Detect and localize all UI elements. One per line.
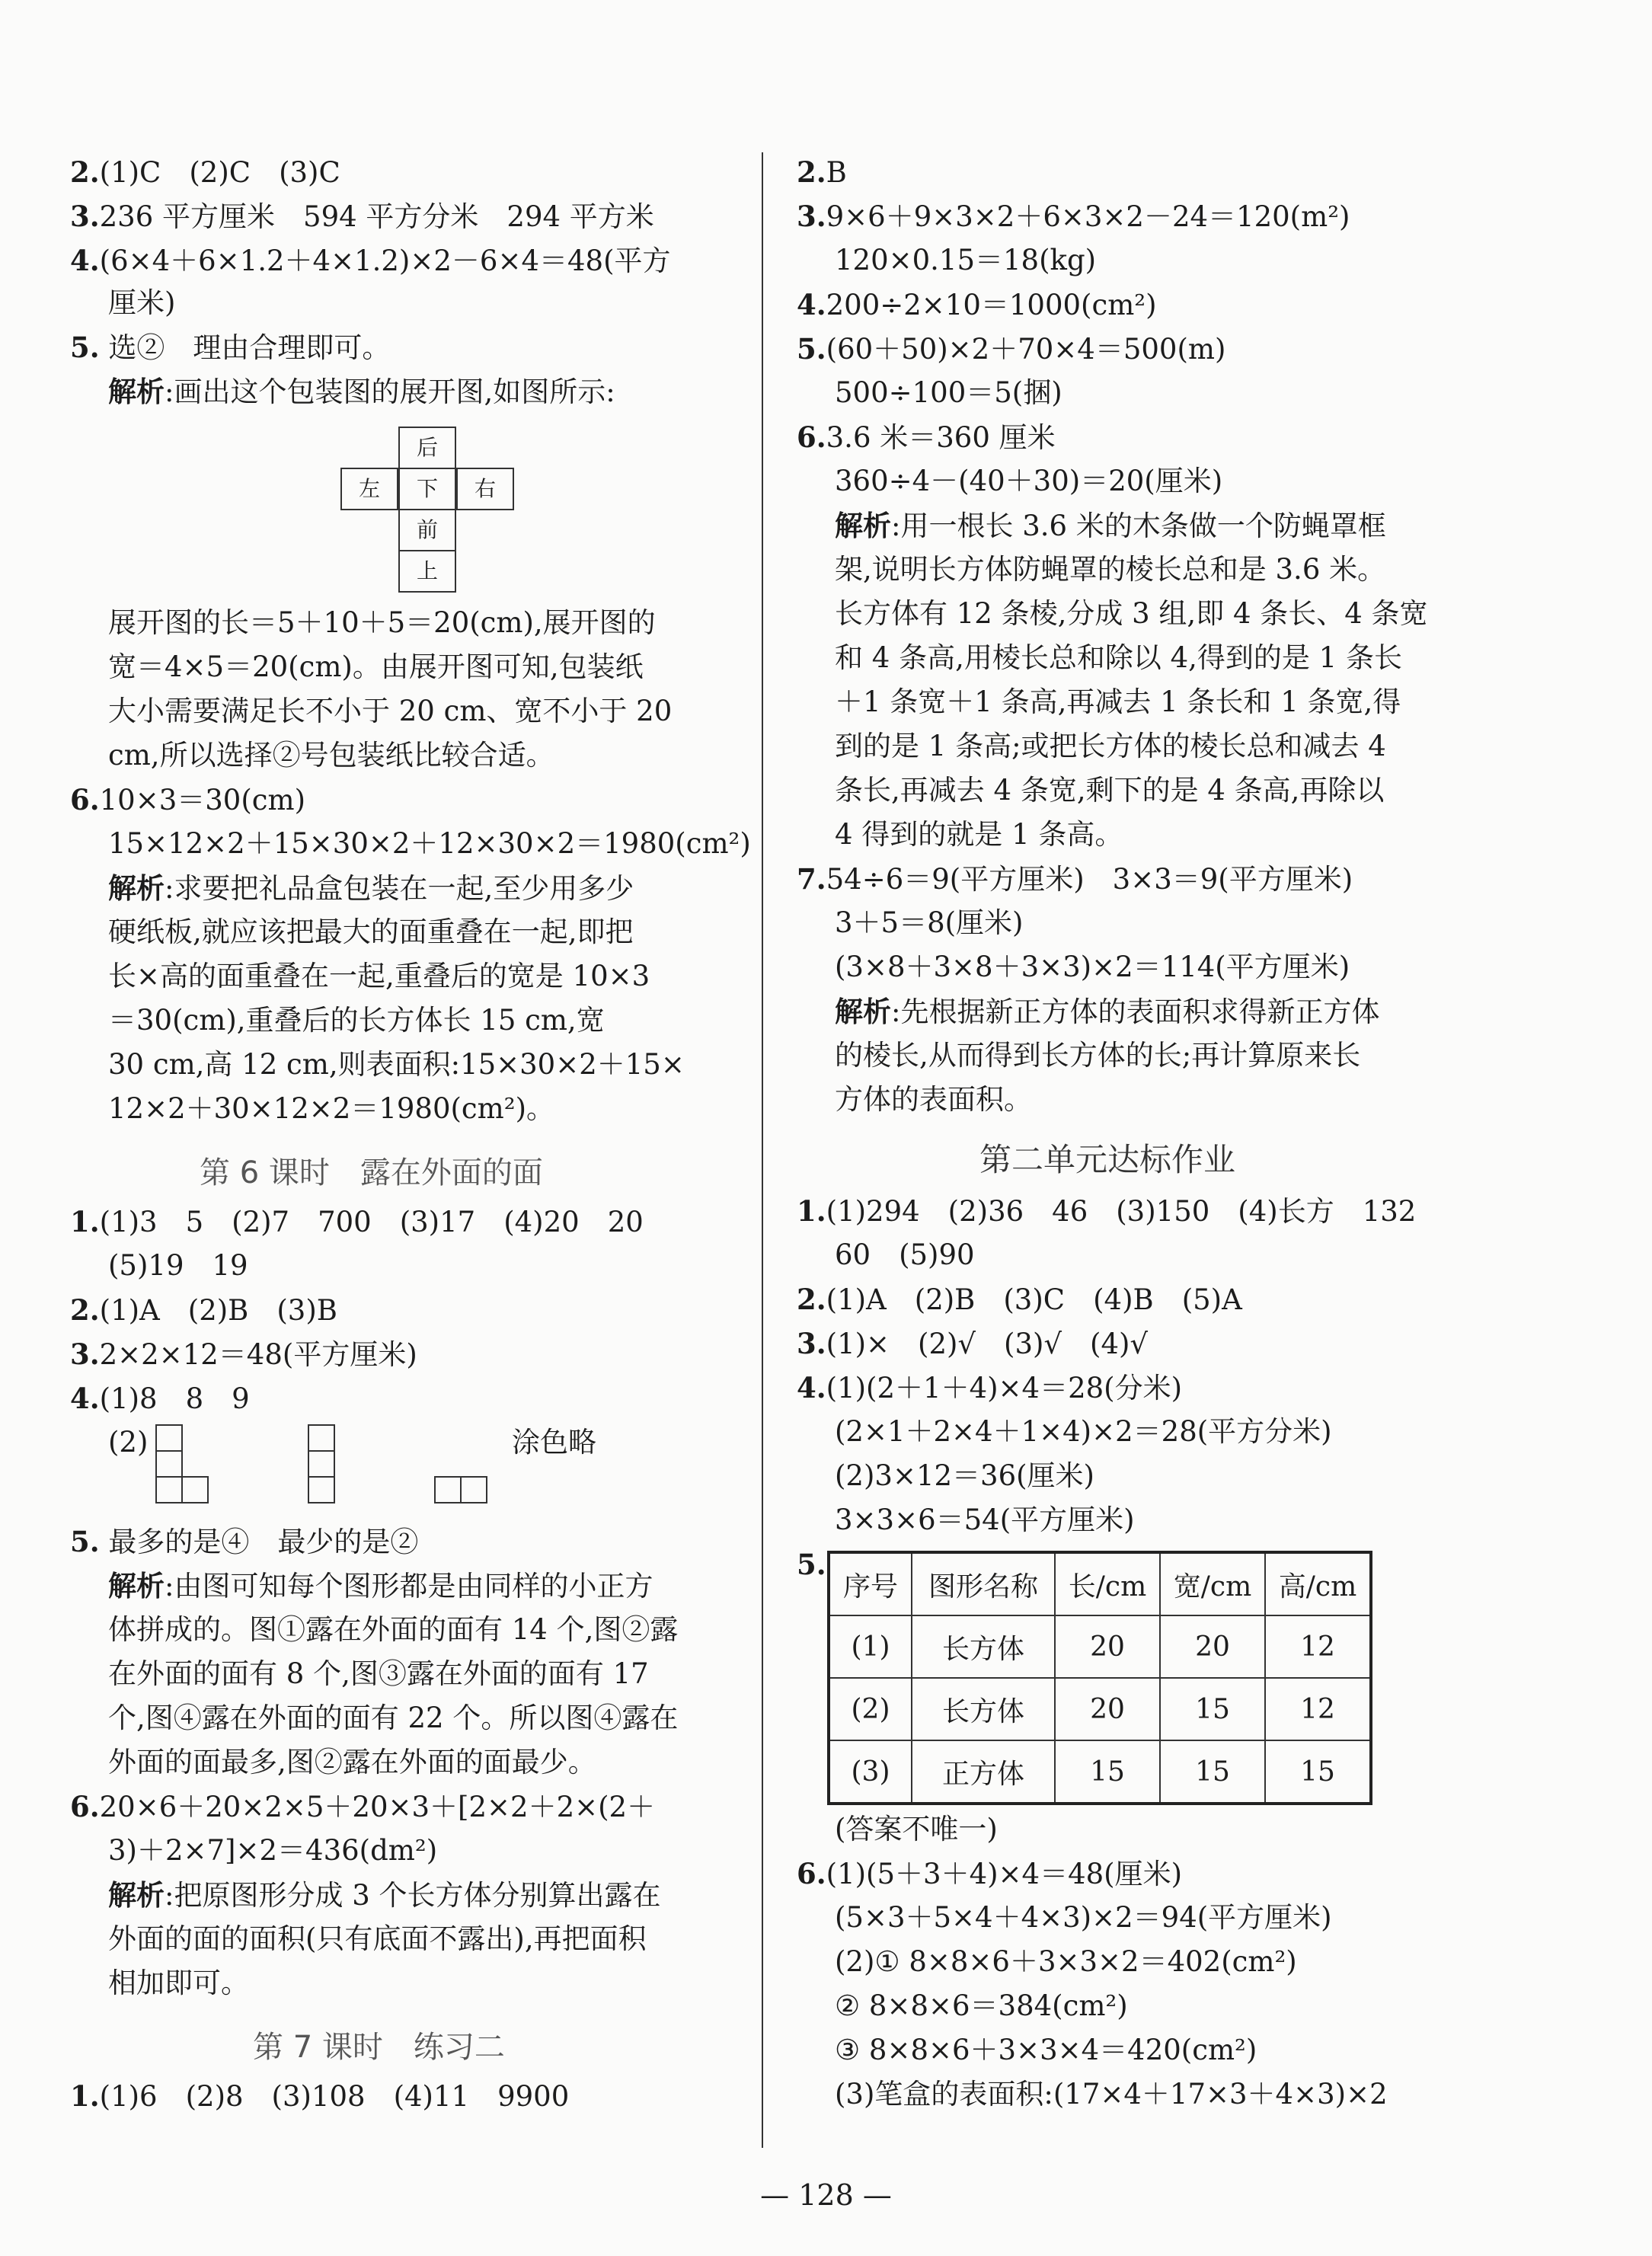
answer-6-cont: 15×12×2＋15×30×2＋12×30×2＝1980(cm²) bbox=[108, 827, 751, 860]
net-face-left: 左 bbox=[340, 468, 398, 510]
section-heading-lesson-6: 第 6 课时 露在外面的面 bbox=[200, 1155, 543, 1190]
unit-answer-6: 6.(1)(5＋3＋4)×4＝48(厘米) bbox=[797, 1857, 1183, 1890]
r-answer-7-cont: (3×8＋3×8＋3×3)×2＝114(平方厘米) bbox=[835, 951, 1350, 983]
lesson6-analysis-5-line: 外面的面最多,图②露在外面的面最少。 bbox=[108, 1746, 596, 1778]
lesson6-answer-4: 4.(1)8 8 9 bbox=[70, 1382, 250, 1415]
table-header: 长/cm bbox=[1055, 1552, 1160, 1615]
unit-answer-2: 2.(1)A (2)B (3)C (4)B (5)A bbox=[797, 1283, 1242, 1316]
table-cell: 20 bbox=[1055, 1678, 1160, 1740]
coloring-note: 涂色略 bbox=[512, 1426, 596, 1459]
unit-answer-6-cont: ② 8×8×6＝384(cm²) bbox=[835, 1989, 1128, 2022]
r-answer-5-cont: 500÷100＝5(捆) bbox=[835, 376, 1062, 409]
unit-answer-4-cont: 3×3×6＝54(平方厘米) bbox=[835, 1503, 1135, 1536]
r-answer-7-cont: 3＋5＝8(厘米) bbox=[835, 906, 1024, 939]
lesson6-analysis-5-line: 在外面的面有 8 个,图③露在外面的面有 17 bbox=[108, 1657, 649, 1690]
net-face-front: 前 bbox=[398, 509, 456, 551]
r-answer-6-cont: 360÷4－(40＋30)＝20(厘米) bbox=[835, 465, 1223, 497]
r-answer-6: 6.3.6 米＝360 厘米 bbox=[797, 420, 1056, 454]
table-cell: 15 bbox=[1160, 1678, 1265, 1740]
table-cell: 15 bbox=[1265, 1740, 1371, 1804]
lesson6-answer-6: 6.20×6＋20×2×5＋20×3＋[2×2＋2×(2＋ bbox=[70, 1790, 656, 1823]
section-heading-lesson-7: 第 7 课时 练习二 bbox=[253, 2030, 505, 2065]
r-answer-4: 4.200÷2×10＝1000(cm²) bbox=[797, 288, 1157, 321]
answer-5: 5. 选② 理由合理即可。 bbox=[70, 331, 391, 364]
analysis-6-line: 长×高的面重叠在一起,重叠后的宽是 10×3 bbox=[108, 960, 650, 992]
lesson6-analysis-6-line: 相加即可。 bbox=[108, 1967, 249, 1999]
table-cell: 12 bbox=[1265, 1615, 1371, 1678]
lesson6-answer-6-cont: 3)＋2×7]×2＝436(dm²) bbox=[108, 1834, 438, 1867]
table-row bbox=[829, 1678, 1371, 1740]
r-analysis-6-line: 4 得到的就是 1 条高。 bbox=[835, 818, 1123, 851]
table-cell: (3) bbox=[829, 1740, 912, 1804]
table-cell: 15 bbox=[1055, 1740, 1160, 1804]
unit-answer-6-cont: (5×3＋5×4＋4×3)×2＝94(平方厘米) bbox=[835, 1901, 1332, 1934]
table-cell: 正方体 bbox=[912, 1740, 1055, 1804]
r-answer-5: 5.(60＋50)×2＋70×4＝500(m) bbox=[797, 332, 1226, 366]
analysis-6-line: 硬纸板,就应该把最大的面重叠在一起,即把 bbox=[108, 916, 634, 948]
table-header: 序号 bbox=[829, 1552, 912, 1615]
section-heading-unit-2: 第二单元达标作业 bbox=[979, 1141, 1236, 1178]
r-answer-3-cont: 120×0.15＝18(kg) bbox=[835, 244, 1097, 276]
r-analysis-6-line: 架,说明长方体防蝇罩的棱长总和是 3.6 米。 bbox=[835, 553, 1386, 586]
analysis-6-line: 30 cm,高 12 cm,则表面积:15×30×2＋15× bbox=[108, 1048, 685, 1081]
table-cell: 15 bbox=[1160, 1740, 1265, 1804]
table-row bbox=[829, 1740, 1371, 1804]
analysis-6: 解析:求要把礼品盒包装在一起,至少用多少 bbox=[108, 871, 634, 905]
table-cell: 12 bbox=[1265, 1678, 1371, 1740]
unit-answer-6-cont: (2)① 8×8×6＋3×3×2＝402(cm²) bbox=[835, 1945, 1297, 1978]
answer-4: 4.(6×4＋6×1.2＋4×1.2)×2－6×4＝48(平方 bbox=[70, 244, 671, 277]
unit-answer-4-cont: (2)3×12＝36(厘米) bbox=[835, 1459, 1094, 1492]
lesson6-answer-1: 1.(1)3 5 (2)7 700 (3)17 (4)20 20 bbox=[70, 1205, 644, 1238]
analysis-5-line: 宽＝4×5＝20(cm)。由展开图可知,包装纸 bbox=[108, 650, 644, 683]
unit-answer-4: 4.(1)(2＋1＋4)×4＝28(分米) bbox=[797, 1371, 1183, 1404]
lesson7-answer-1: 1.(1)6 (2)8 (3)108 (4)11 9900 bbox=[70, 2079, 570, 2113]
table-cell: (2) bbox=[829, 1678, 912, 1740]
unit-answer-1: 1.(1)294 (2)36 46 (3)150 (4)长方 132 bbox=[797, 1194, 1417, 1228]
table-cell: 20 bbox=[1160, 1615, 1265, 1678]
unit-answer-3: 3.(1)× (2)√ (3)√ (4)√ bbox=[797, 1327, 1149, 1360]
lesson6-analysis-5-line: 个,图④露在外面的面有 22 个。所以图④露在 bbox=[108, 1702, 679, 1734]
table-header: 宽/cm bbox=[1160, 1552, 1265, 1615]
table-header: 图形名称 bbox=[912, 1552, 1055, 1615]
answer-3: 3.236 平方厘米 594 平方分米 294 平方米 bbox=[70, 200, 654, 233]
lesson6-analysis-5-line: 体拼成的。图①露在外面的面有 14 个,图②露 bbox=[108, 1613, 679, 1646]
table-cell: 长方体 bbox=[912, 1678, 1055, 1740]
r-analysis-6: 解析:用一根长 3.6 米的木条做一个防蝇罩框 bbox=[835, 509, 1386, 542]
r-analysis-6-line: 条长,再减去 4 条宽,剩下的是 4 条高,再除以 bbox=[835, 774, 1385, 807]
answer-4-cont: 厘米) bbox=[108, 286, 176, 319]
net-face-top: 上 bbox=[398, 550, 456, 593]
r-analysis-6-line: 长方体有 12 条棱,分成 3 组,即 4 条长、4 条宽 bbox=[835, 597, 1428, 630]
lesson6-answer-5: 5. 最多的是④ 最少的是② bbox=[70, 1525, 419, 1558]
lesson6-answer-3: 3.2×2×12＝48(平方厘米) bbox=[70, 1337, 417, 1371]
net-face-back: 后 bbox=[398, 427, 456, 469]
r-analysis-7: 解析:先根据新正方体的表面积求得新正方体 bbox=[835, 995, 1380, 1028]
r-analysis-6-line: 和 4 条高,用棱长总和除以 4,得到的是 1 条长 bbox=[835, 641, 1402, 674]
page-number: — 128 — bbox=[760, 2178, 892, 2212]
table-header-row bbox=[829, 1552, 1371, 1615]
analysis-5-line: cm,所以选择②号包装纸比较合适。 bbox=[108, 739, 554, 772]
table-cell: 长方体 bbox=[912, 1615, 1055, 1678]
lesson6-analysis-6-line: 外面的面的面积(只有底面不露出),再把面积 bbox=[108, 1922, 647, 1955]
net-face-right: 右 bbox=[456, 468, 514, 510]
table-row bbox=[829, 1615, 1371, 1678]
analysis-6-line: 12×2＋30×12×2＝1980(cm²)。 bbox=[108, 1092, 555, 1125]
analysis-5: 解析:画出这个包装图的展开图,如图所示: bbox=[108, 375, 615, 408]
r-analysis-7-line: 的棱长,从而得到长方体的长;再计算原来长 bbox=[835, 1039, 1361, 1072]
answer-2: 2.(1)C (2)C (3)C bbox=[70, 155, 340, 189]
lesson6-answer-2: 2.(1)A (2)B (3)B bbox=[70, 1293, 337, 1327]
analysis-5-line: 展开图的长＝5＋10＋5＝20(cm),展开图的 bbox=[108, 606, 656, 639]
column-divider bbox=[762, 152, 763, 2148]
lesson6-answer-1-cont: (5)19 19 bbox=[108, 1249, 248, 1282]
unit-answer-6-cont: (3)笔盒的表面积:(17×4＋17×3＋4×3)×2 bbox=[835, 2078, 1388, 2111]
r-answer-2: 2.B bbox=[797, 155, 847, 189]
dimensions-table bbox=[827, 1551, 1372, 1805]
r-analysis-6-line: ＋1 条宽＋1 条高,再减去 1 条长和 1 条宽,得 bbox=[835, 685, 1401, 718]
unit-answer-6-cont: ③ 8×8×6＋3×3×4＝420(cm²) bbox=[835, 2034, 1257, 2066]
unit-answer-5: 5. bbox=[797, 1548, 826, 1581]
table-header: 高/cm bbox=[1265, 1552, 1371, 1615]
analysis-6-line: ＝30(cm),重叠后的长方体长 15 cm,宽 bbox=[108, 1004, 605, 1037]
table-cell: (1) bbox=[829, 1615, 912, 1678]
lesson6-analysis-6: 解析:把原图形分成 3 个长方体分别算出露在 bbox=[108, 1878, 661, 1912]
analysis-5-line: 大小需要满足长不小于 20 cm、宽不小于 20 bbox=[108, 695, 673, 727]
unit-answer-4-cont: (2×1＋2×4＋1×4)×2＝28(平方分米) bbox=[835, 1415, 1332, 1448]
table-note: (答案不唯一) bbox=[835, 1813, 998, 1845]
answer-6: 6.10×3＝30(cm) bbox=[70, 783, 306, 816]
table-cell: 20 bbox=[1055, 1615, 1160, 1678]
net-face-bottom: 下 bbox=[398, 468, 456, 510]
r-analysis-6-line: 到的是 1 条高;或把长方体的棱长总和减去 4 bbox=[835, 730, 1386, 762]
r-answer-7: 7.54÷6＝9(平方厘米) 3×3＝9(平方厘米) bbox=[797, 862, 1353, 896]
r-answer-3: 3.9×6＋9×3×2＋6×3×2－24＝120(m²) bbox=[797, 200, 1350, 233]
unit-answer-1-cont: 60 (5)90 bbox=[835, 1238, 975, 1271]
lesson6-answer-4-part2: (2) bbox=[108, 1426, 149, 1459]
r-analysis-7-line: 方体的表面积。 bbox=[835, 1083, 1032, 1116]
lesson6-analysis-5: 解析:由图可知每个图形都是由同样的小正方 bbox=[108, 1569, 653, 1603]
